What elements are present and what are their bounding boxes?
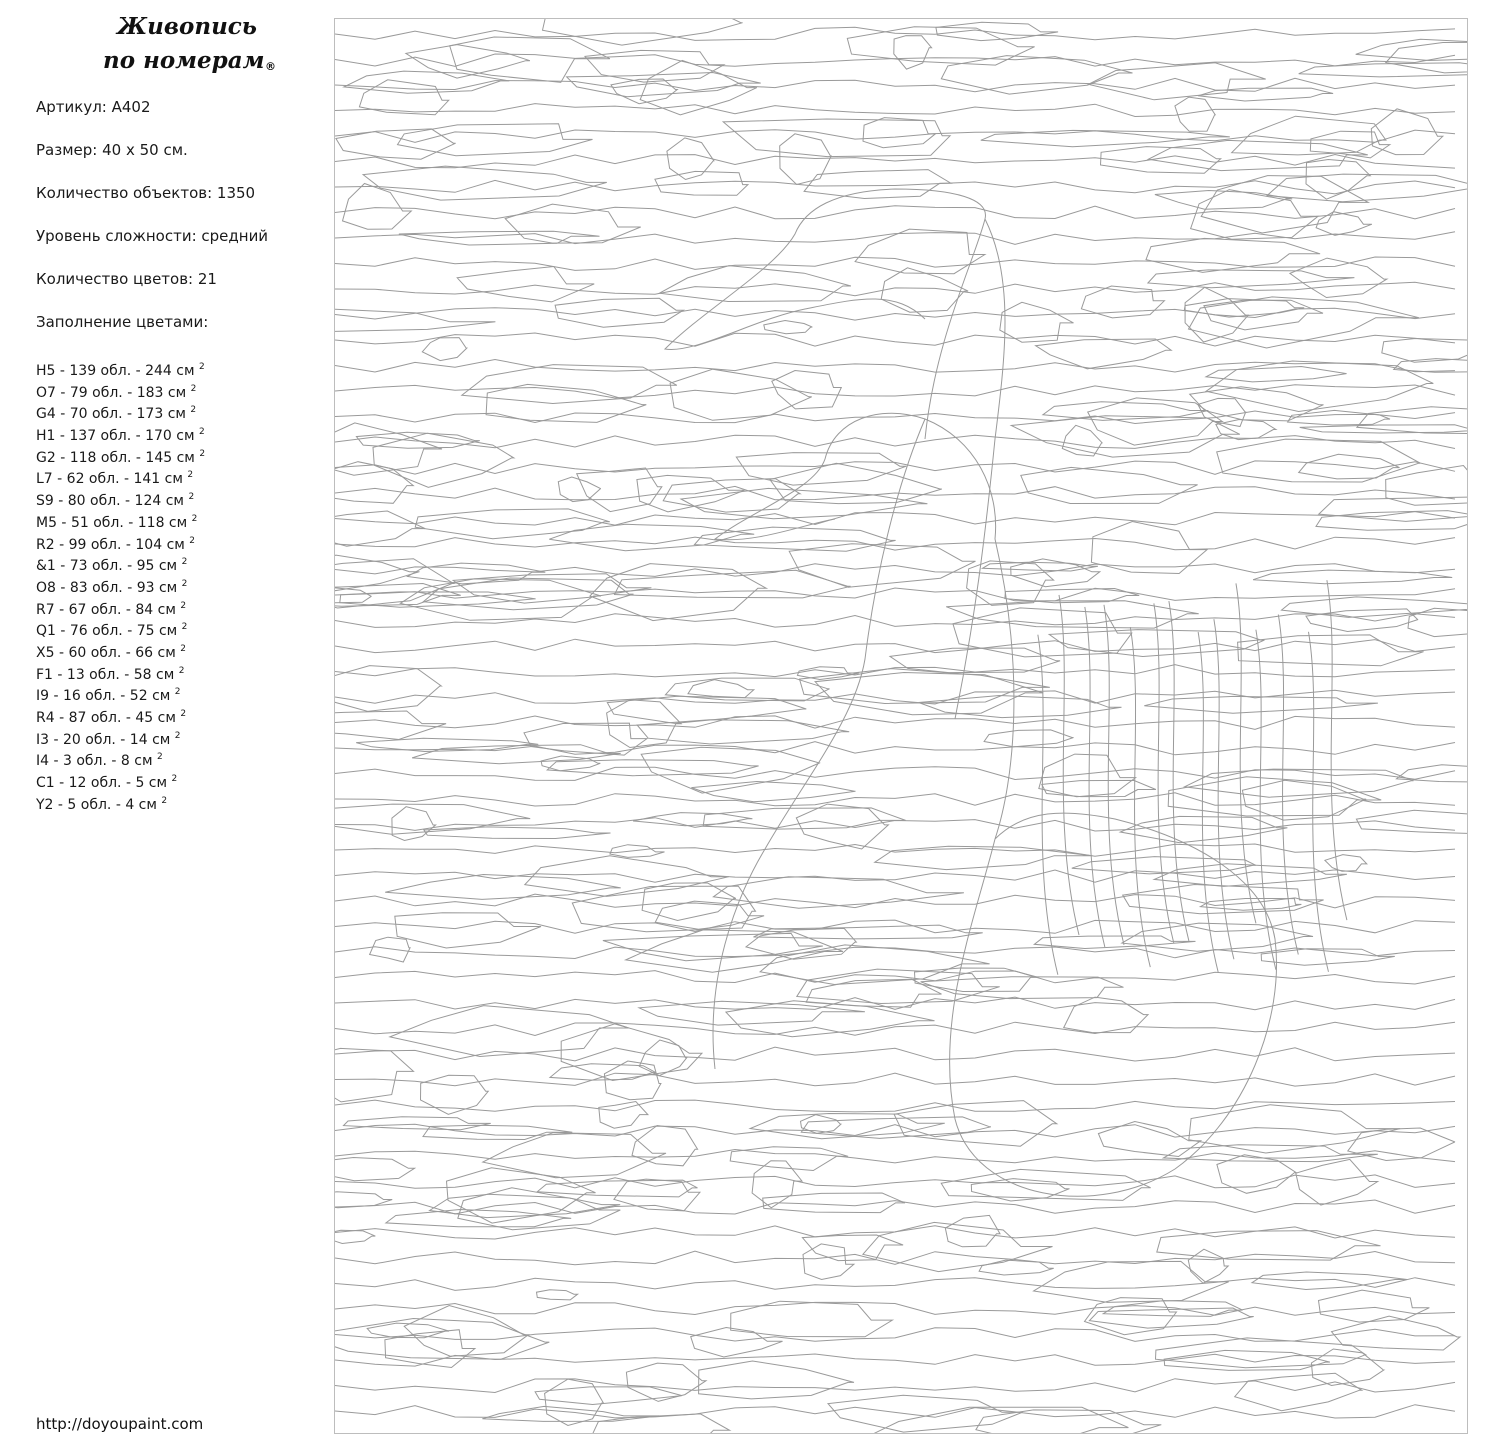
water-ripple-outline (1238, 635, 1424, 666)
color-fill-item (36, 704, 205, 726)
water-ripple-outline (482, 1406, 659, 1421)
water-ripple-outline (370, 937, 411, 962)
water-ripple-outline (1042, 780, 1156, 796)
color-fill-text: O8 - 83 обл. - 93 см (36, 579, 178, 596)
water-wave-line (335, 894, 1455, 908)
color-fill-unit-exponent: 2 (188, 492, 195, 503)
water-wave-line (335, 564, 1455, 577)
water-ripple-outline (703, 808, 905, 829)
water-ripple-outline (561, 1024, 702, 1081)
water-wave-line (335, 588, 1455, 601)
color-fill-text: Q1 - 76 обл. - 75 см (36, 623, 178, 640)
color-fill-item (36, 769, 205, 791)
water-ripple-outline (385, 875, 621, 900)
water-ripple-outline (344, 1117, 491, 1130)
color-fill-unit-exponent: 2 (180, 709, 187, 719)
color-fill-text: G4 - 70 обл. - 173 см (36, 406, 186, 423)
water-wave-line (335, 512, 1455, 525)
color-fill-item (36, 747, 205, 769)
water-ripple-outline (984, 730, 1073, 747)
color-fill-unit-exponent: 2 (189, 535, 196, 546)
water-ripple-outline (828, 1395, 1023, 1432)
water-ripple-outline (1085, 1298, 1177, 1335)
water-ripple-outline (713, 877, 964, 909)
color-fill-item (36, 509, 205, 531)
water-ripple-outline (457, 267, 594, 302)
water-ripple-outline (764, 321, 813, 334)
water-ripple-outline (1325, 855, 1367, 872)
water-wave-line (335, 1278, 1455, 1291)
color-fill-item (36, 552, 205, 574)
water-wave-line (335, 486, 1455, 499)
water-ripple-outline (796, 804, 888, 849)
color-fill-unit-exponent: 2 (174, 687, 181, 698)
color-fill-text: X5 - 60 обл. - 66 см (36, 644, 176, 661)
color-fill-unit-exponent: 2 (180, 643, 186, 654)
water-ripple-outline (1120, 816, 1287, 842)
water-wave-line (335, 870, 1455, 882)
swan-back-head-outline (665, 189, 985, 439)
water-ripple-outline (731, 1301, 893, 1337)
water-wave-line (335, 1328, 1455, 1342)
water-wave-line (335, 1022, 1455, 1035)
color-fill-item (36, 400, 205, 422)
water-ripple-outline (423, 1125, 572, 1139)
water-ripple-outline (611, 79, 677, 104)
water-ripple-outline (1306, 609, 1418, 632)
color-fill-item (36, 617, 205, 639)
color-fill-item (36, 791, 205, 813)
color-fill-item (36, 726, 205, 748)
water-ripple-outline (726, 1001, 935, 1037)
water-ripple-outline (641, 747, 819, 793)
water-ripple-outline (408, 563, 546, 584)
water-ripple-outline (801, 1117, 991, 1139)
water-ripple-outline (1299, 454, 1400, 479)
water-wave-line (335, 1251, 1455, 1265)
water-wave-line (335, 1354, 1455, 1366)
water-ripple-outline (1382, 339, 1467, 363)
kit-size: Размер: 40 х 50 см. (36, 141, 188, 159)
water-wave-line (335, 130, 1455, 143)
water-ripple-outline (535, 1387, 682, 1405)
water-wave-line (335, 716, 1455, 730)
fill-heading: Заполнение цветами: (36, 313, 209, 331)
water-ripple-outline (555, 298, 683, 327)
website-link[interactable]: http://doyoupaint.com (36, 1415, 204, 1433)
color-fill-unit-exponent: 2 (161, 795, 168, 806)
swan-wing-feather-outline (1308, 632, 1328, 972)
water-ripple-outline (543, 19, 743, 45)
water-ripple-outline (1039, 754, 1136, 797)
water-ripple-outline (1235, 1373, 1362, 1411)
difficulty-level: Уровень сложности: средний (36, 227, 269, 245)
swan-wing-feather-outline (1256, 630, 1276, 970)
water-ripple-outline (1021, 467, 1198, 503)
water-ripple-outline (1062, 425, 1102, 456)
color-fill-item (36, 639, 205, 661)
water-ripple-outline (1206, 367, 1347, 382)
water-ripple-outline (599, 1102, 648, 1129)
color-fill-text: G2 - 118 обл. - 145 см (36, 449, 195, 466)
water-ripple-outline (537, 1290, 578, 1300)
water-ripple-outline (890, 648, 1060, 673)
water-ripple-outline (1072, 857, 1256, 874)
water-ripple-outline (1148, 140, 1368, 170)
brand-line-2: по номерам (103, 47, 265, 74)
color-fill-text: H1 - 137 обл. - 170 см (36, 428, 195, 445)
water-ripple-outline (335, 462, 413, 504)
water-ripple-outline (1154, 864, 1347, 887)
water-wave-line (335, 1200, 1455, 1214)
swan-wing-feather-outline (1198, 632, 1218, 972)
water-wave-line (335, 257, 1455, 270)
color-fill-unit-exponent: 2 (181, 557, 188, 568)
water-ripple-outline (637, 720, 849, 744)
water-ripple-outline (1357, 407, 1467, 434)
water-wave-line (335, 1379, 1455, 1393)
water-ripple-outline (770, 463, 942, 503)
color-fill-unit-exponent: 2 (199, 362, 205, 372)
kit-info (36, 98, 268, 356)
water-wave-line (335, 104, 1455, 117)
water-ripple-outline (1188, 1249, 1228, 1283)
color-fill-text: M5 - 51 обл. - 118 см (36, 514, 188, 531)
water-ripple-outline (1311, 1349, 1383, 1386)
color-fill-item (36, 574, 205, 596)
water-wave-line (335, 1302, 1455, 1315)
water-wave-line (335, 1047, 1455, 1061)
water-ripple-outline (670, 369, 812, 420)
water-ripple-outline (335, 666, 441, 712)
color-fill-text: Y2 - 5 обл. - 4 см (36, 796, 157, 813)
water-ripple-outline (1049, 630, 1264, 657)
water-ripple-outline (1299, 63, 1467, 77)
water-wave-line (335, 435, 1455, 448)
water-ripple-outline (386, 1210, 571, 1227)
color-fill-unit-exponent: 2 (181, 578, 188, 589)
water-ripple-outline (1155, 191, 1292, 210)
water-ripple-outline (953, 608, 1132, 657)
color-fill-unit-exponent: 2 (156, 752, 163, 763)
color-fill-unit-exponent: 2 (174, 730, 181, 741)
water-ripple-outline (945, 1215, 1000, 1246)
water-ripple-outline (1397, 765, 1468, 782)
coloring-canvas (334, 18, 1468, 1434)
water-ripple-outline (699, 1361, 854, 1399)
water-ripple-outline (1064, 997, 1148, 1033)
water-wave-line (335, 180, 1455, 194)
color-fill-text: H5 - 139 обл. - 244 см (36, 363, 195, 379)
water-ripple-outline (1267, 174, 1467, 202)
water-ripple-outline (395, 913, 541, 948)
water-ripple-outline (642, 883, 736, 921)
water-ripple-outline (855, 229, 985, 274)
water-wave-line (335, 537, 1455, 550)
color-fill-text: S9 - 80 обл. - 124 см (36, 493, 184, 510)
water-ripple-outline (1300, 425, 1467, 433)
swan-front-body-outline (950, 539, 1277, 1196)
water-ripple-outline (667, 138, 714, 180)
water-ripple-outline (730, 1147, 848, 1171)
color-fill-text: C1 - 12 обл. - 5 см (36, 775, 168, 792)
water-ripple-outline (343, 184, 412, 230)
swan-wing-feather-outline (1085, 607, 1105, 947)
water-ripple-outline (691, 1328, 783, 1358)
water-wave-line (335, 232, 1455, 245)
color-fill-text: I4 - 3 обл. - 8 см (36, 753, 153, 770)
water-ripple-outline (422, 338, 467, 361)
swan-wing-feather-outline (1104, 605, 1124, 945)
water-wave-line (335, 206, 1455, 219)
color-fill-text: R4 - 87 обл. - 45 см (36, 710, 176, 726)
registered-mark: ® (265, 60, 276, 73)
water-ripple-outline (1216, 420, 1276, 440)
water-ripple-outline (335, 423, 442, 475)
color-fill-text: I9 - 16 обл. - 52 см (36, 688, 171, 705)
water-ripple-outline (655, 901, 764, 929)
water-ripple-outline (1201, 176, 1368, 233)
brand-logo (95, 10, 295, 78)
water-ripple-outline (772, 371, 842, 409)
water-ripple-outline (868, 1407, 1128, 1433)
color-fill-text: L7 - 62 обл. - 141 см (36, 471, 183, 488)
color-fill-text: R7 - 67 обл. - 84 см (36, 601, 176, 618)
water-wave-line (335, 1073, 1455, 1086)
water-ripple-outline (659, 266, 851, 302)
water-ripple-outline (626, 1363, 706, 1401)
info-sidebar (0, 0, 320, 1453)
swan-wing-feather-outline (1236, 583, 1256, 923)
water-ripple-outline (505, 204, 641, 243)
water-ripple-outline (941, 1169, 1150, 1200)
water-ripple-outline (976, 1410, 1161, 1433)
water-ripple-outline (1000, 302, 1074, 342)
colors-count: Количество цветов: 21 (36, 270, 217, 288)
water-ripple-outline (1319, 497, 1467, 522)
water-wave-line (335, 78, 1455, 91)
water-ripple-outline (723, 119, 950, 157)
color-fill-item (36, 596, 205, 618)
water-ripple-outline (335, 309, 495, 332)
water-wave-line (335, 385, 1455, 398)
water-ripple-outline (1122, 923, 1313, 951)
water-ripple-outline (1157, 1231, 1381, 1261)
color-fill-text: &1 - 73 обл. - 95 см (36, 558, 178, 575)
water-ripple-outline (1296, 1159, 1378, 1205)
color-fill-unit-exponent: 2 (191, 513, 198, 524)
color-fill-text: F1 - 13 обл. - 58 см (36, 666, 175, 683)
water-wave-line (335, 614, 1455, 628)
brand-line-1: Живопись (117, 13, 257, 40)
water-ripple-outline (615, 570, 851, 598)
water-ripple-outline (1191, 190, 1319, 240)
water-ripple-outline (1156, 1338, 1366, 1368)
color-fill-item (36, 682, 205, 704)
water-ripple-outline (688, 680, 754, 698)
water-wave-line (335, 155, 1455, 169)
water-ripple-outline (424, 827, 611, 839)
color-fill-item (36, 465, 205, 487)
water-wave-line (335, 1405, 1455, 1418)
water-ripple-outline (640, 60, 757, 115)
color-fill-item (36, 487, 205, 509)
water-ripple-outline (691, 782, 855, 802)
water-wave-line (335, 308, 1455, 320)
color-fill-unit-exponent: 2 (178, 665, 185, 676)
water-ripple-outline (1148, 270, 1355, 288)
water-wave-line (335, 793, 1455, 806)
color-fill-unit-exponent: 2 (190, 405, 197, 416)
water-wave-line (335, 1175, 1455, 1188)
color-fill-text: O7 - 79 обл. - 183 см (36, 384, 187, 401)
water-ripple-outline (1252, 1272, 1407, 1290)
color-fill-text: R2 - 99 обл. - 104 см (36, 536, 185, 553)
water-ripple-outline (894, 36, 932, 70)
water-ripple-outline (450, 37, 610, 82)
objects-count: Количество объектов: 1350 (36, 184, 256, 202)
color-fill-text: I3 - 20 обл. - 14 см (36, 731, 171, 748)
color-fill-unit-exponent: 2 (199, 448, 206, 459)
color-fill-unit-exponent: 2 (171, 774, 178, 785)
water-ripple-outline (1034, 936, 1195, 949)
water-wave-line (335, 665, 1455, 677)
water-ripple-outline (736, 453, 906, 486)
water-ripple-outline (780, 134, 832, 185)
color-fill-unit-exponent: 2 (181, 622, 188, 633)
water-ripple-outline (1242, 780, 1366, 820)
water-ripple-outline (547, 760, 758, 776)
swan-front-head-outline (715, 413, 996, 540)
water-ripple-outline (1198, 398, 1246, 426)
color-fill-item (36, 422, 205, 444)
outline-drawing (335, 19, 1467, 1433)
water-wave-line (335, 971, 1455, 984)
water-ripple-outline (549, 524, 754, 551)
water-ripple-outline (610, 845, 665, 858)
color-fill-item (36, 379, 205, 401)
water-ripple-outline (335, 511, 425, 546)
article-number: Артикул: A402 (36, 98, 151, 116)
color-fill-item (36, 661, 205, 683)
color-fill-unit-exponent: 2 (187, 470, 194, 481)
color-fill-unit-exponent: 2 (180, 600, 187, 611)
water-ripple-outline (406, 45, 530, 79)
water-ripple-outline (633, 813, 752, 826)
water-ripple-outline (802, 1235, 903, 1261)
water-ripple-outline (875, 846, 1093, 869)
water-ripple-outline (335, 711, 446, 740)
color-fill-item (36, 357, 205, 379)
water-ripple-outline (335, 1048, 414, 1102)
water-ripple-outline (1036, 339, 1172, 369)
color-fill-unit-exponent: 2 (199, 427, 205, 438)
water-ripple-outline (981, 130, 1230, 146)
color-fill-list (36, 357, 205, 812)
water-ripple-outline (863, 118, 935, 148)
water-wave-line (335, 639, 1455, 652)
color-fill-item (36, 531, 205, 553)
water-ripple-outline (335, 1158, 415, 1181)
water-ripple-outline (803, 1244, 854, 1280)
water-ripple-outline (373, 433, 514, 487)
color-fill-item (36, 444, 205, 466)
water-ripple-outline (797, 667, 859, 680)
water-ripple-outline (1034, 1261, 1229, 1302)
water-ripple-outline (632, 1126, 698, 1166)
color-fill-unit-exponent: 2 (190, 383, 197, 394)
water-ripple-outline (1319, 1290, 1430, 1322)
